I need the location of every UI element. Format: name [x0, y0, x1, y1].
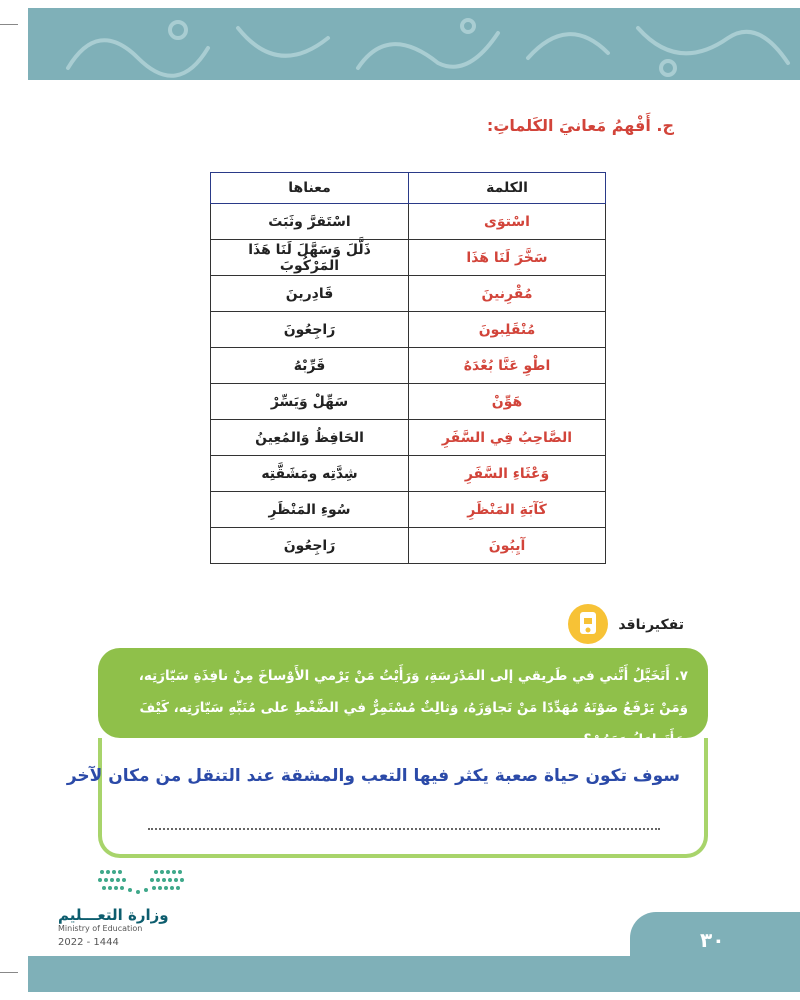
word-cell: مُقْرِنينَ [409, 276, 606, 312]
word-cell: وَعْثَاءِ السَّفَرِ [409, 456, 606, 492]
word-cell: مُنْقَلِبونَ [409, 312, 606, 348]
word-cell: هَوِّنْ [409, 384, 606, 420]
meaning-cell: سُوءِ المَنْظَرِ [211, 492, 409, 528]
word-cell: سَخَّرَ لَنَا هَذَا [409, 240, 606, 276]
answer-line [148, 828, 660, 830]
meaning-cell: رَاجِعُونَ [211, 528, 409, 564]
meaning-cell: ذَلَّلَ وَسَهَّلَ لَنَا هَذَا المَرْكُوبَ [211, 240, 409, 276]
crop-mark [0, 972, 18, 973]
table-row [211, 384, 606, 420]
table-row [211, 492, 606, 528]
column-header-word: الكلمة [409, 173, 606, 204]
meaning-cell: الحَافِظُ وَالمُعِينُ [211, 420, 409, 456]
table-row [211, 420, 606, 456]
answer-box [98, 738, 708, 858]
table-header-row [211, 173, 606, 204]
table-row [211, 312, 606, 348]
calligraphy-pattern [28, 8, 800, 80]
ministry-logo-icon [96, 864, 192, 900]
crop-mark [0, 24, 18, 25]
meaning-cell: اسْتَقرَّ وثَبَتَ [211, 204, 409, 240]
word-cell: الصَّاحِبُ فِي السَّفَرِ [409, 420, 606, 456]
word-cell: اطْوِ عَنَّا بُعْدَهُ [409, 348, 606, 384]
table-row [211, 348, 606, 384]
table-row [211, 276, 606, 312]
word-cell: اسْتوَى [409, 204, 606, 240]
page-number: ٣٠ [700, 928, 725, 952]
meaning-cell: قَرِّبْهُ [211, 348, 409, 384]
edition-year: 2022 - 1444 [58, 937, 119, 948]
word-cell: آيِبُونَ [409, 528, 606, 564]
puzzle-head-icon [576, 610, 600, 638]
top-decorative-band [28, 8, 800, 80]
meaning-cell: شِدَّتِه ومَشَقَّتِه [211, 456, 409, 492]
critical-thinking-icon [568, 604, 608, 644]
ministry-name-english: Ministry of Education [58, 924, 143, 933]
ministry-name-arabic: وزارة التعـــليم [58, 906, 169, 924]
vocabulary-table [210, 172, 606, 564]
table-row [211, 456, 606, 492]
question-box [98, 648, 708, 748]
meaning-cell: رَاجِعُونَ [211, 312, 409, 348]
meaning-cell: سَهِّلْ وَيَسِّرْ [211, 384, 409, 420]
word-cell: كَآبَةِ المَنْظَرِ [409, 492, 606, 528]
meaning-cell: قَادِرينَ [211, 276, 409, 312]
critical-thinking-label: تفكيرناقد [618, 617, 684, 633]
question-text: ٧. أَتَخَيَّلُ أَنَّني في طَريقي إلى المَدْرَسَةِ، وَرَأَيْتُ مَنْ يَرْمي الأَوْساخَ مِنْ نافِذَةِ سَيّارَتِه، وَمَنْ يَرْفَعُ صَوْتَهُ مُهَدِّدًا مَنْ تَجاوَزَهُ، وَثالِثٌ مُسْتَمِرٌّ في الضَّغْطِ على مُنَبِّهِ سَيّارَتِه، كَيْفَ سَأَتَعامَلُ مَعَهُمْ؟ [138, 668, 688, 748]
column-header-meaning: معناها [211, 173, 409, 204]
table-row [211, 528, 606, 564]
table-row [211, 240, 606, 276]
handwritten-answer: سوف تكون حياة صعبة يكثر فيها التعب والمشقة عند التنقل من مكان لآخر [66, 766, 680, 786]
table-row [211, 204, 606, 240]
section-heading: ج. أَفْهمُ مَعانيَ الكَلماتِ: [486, 116, 674, 135]
